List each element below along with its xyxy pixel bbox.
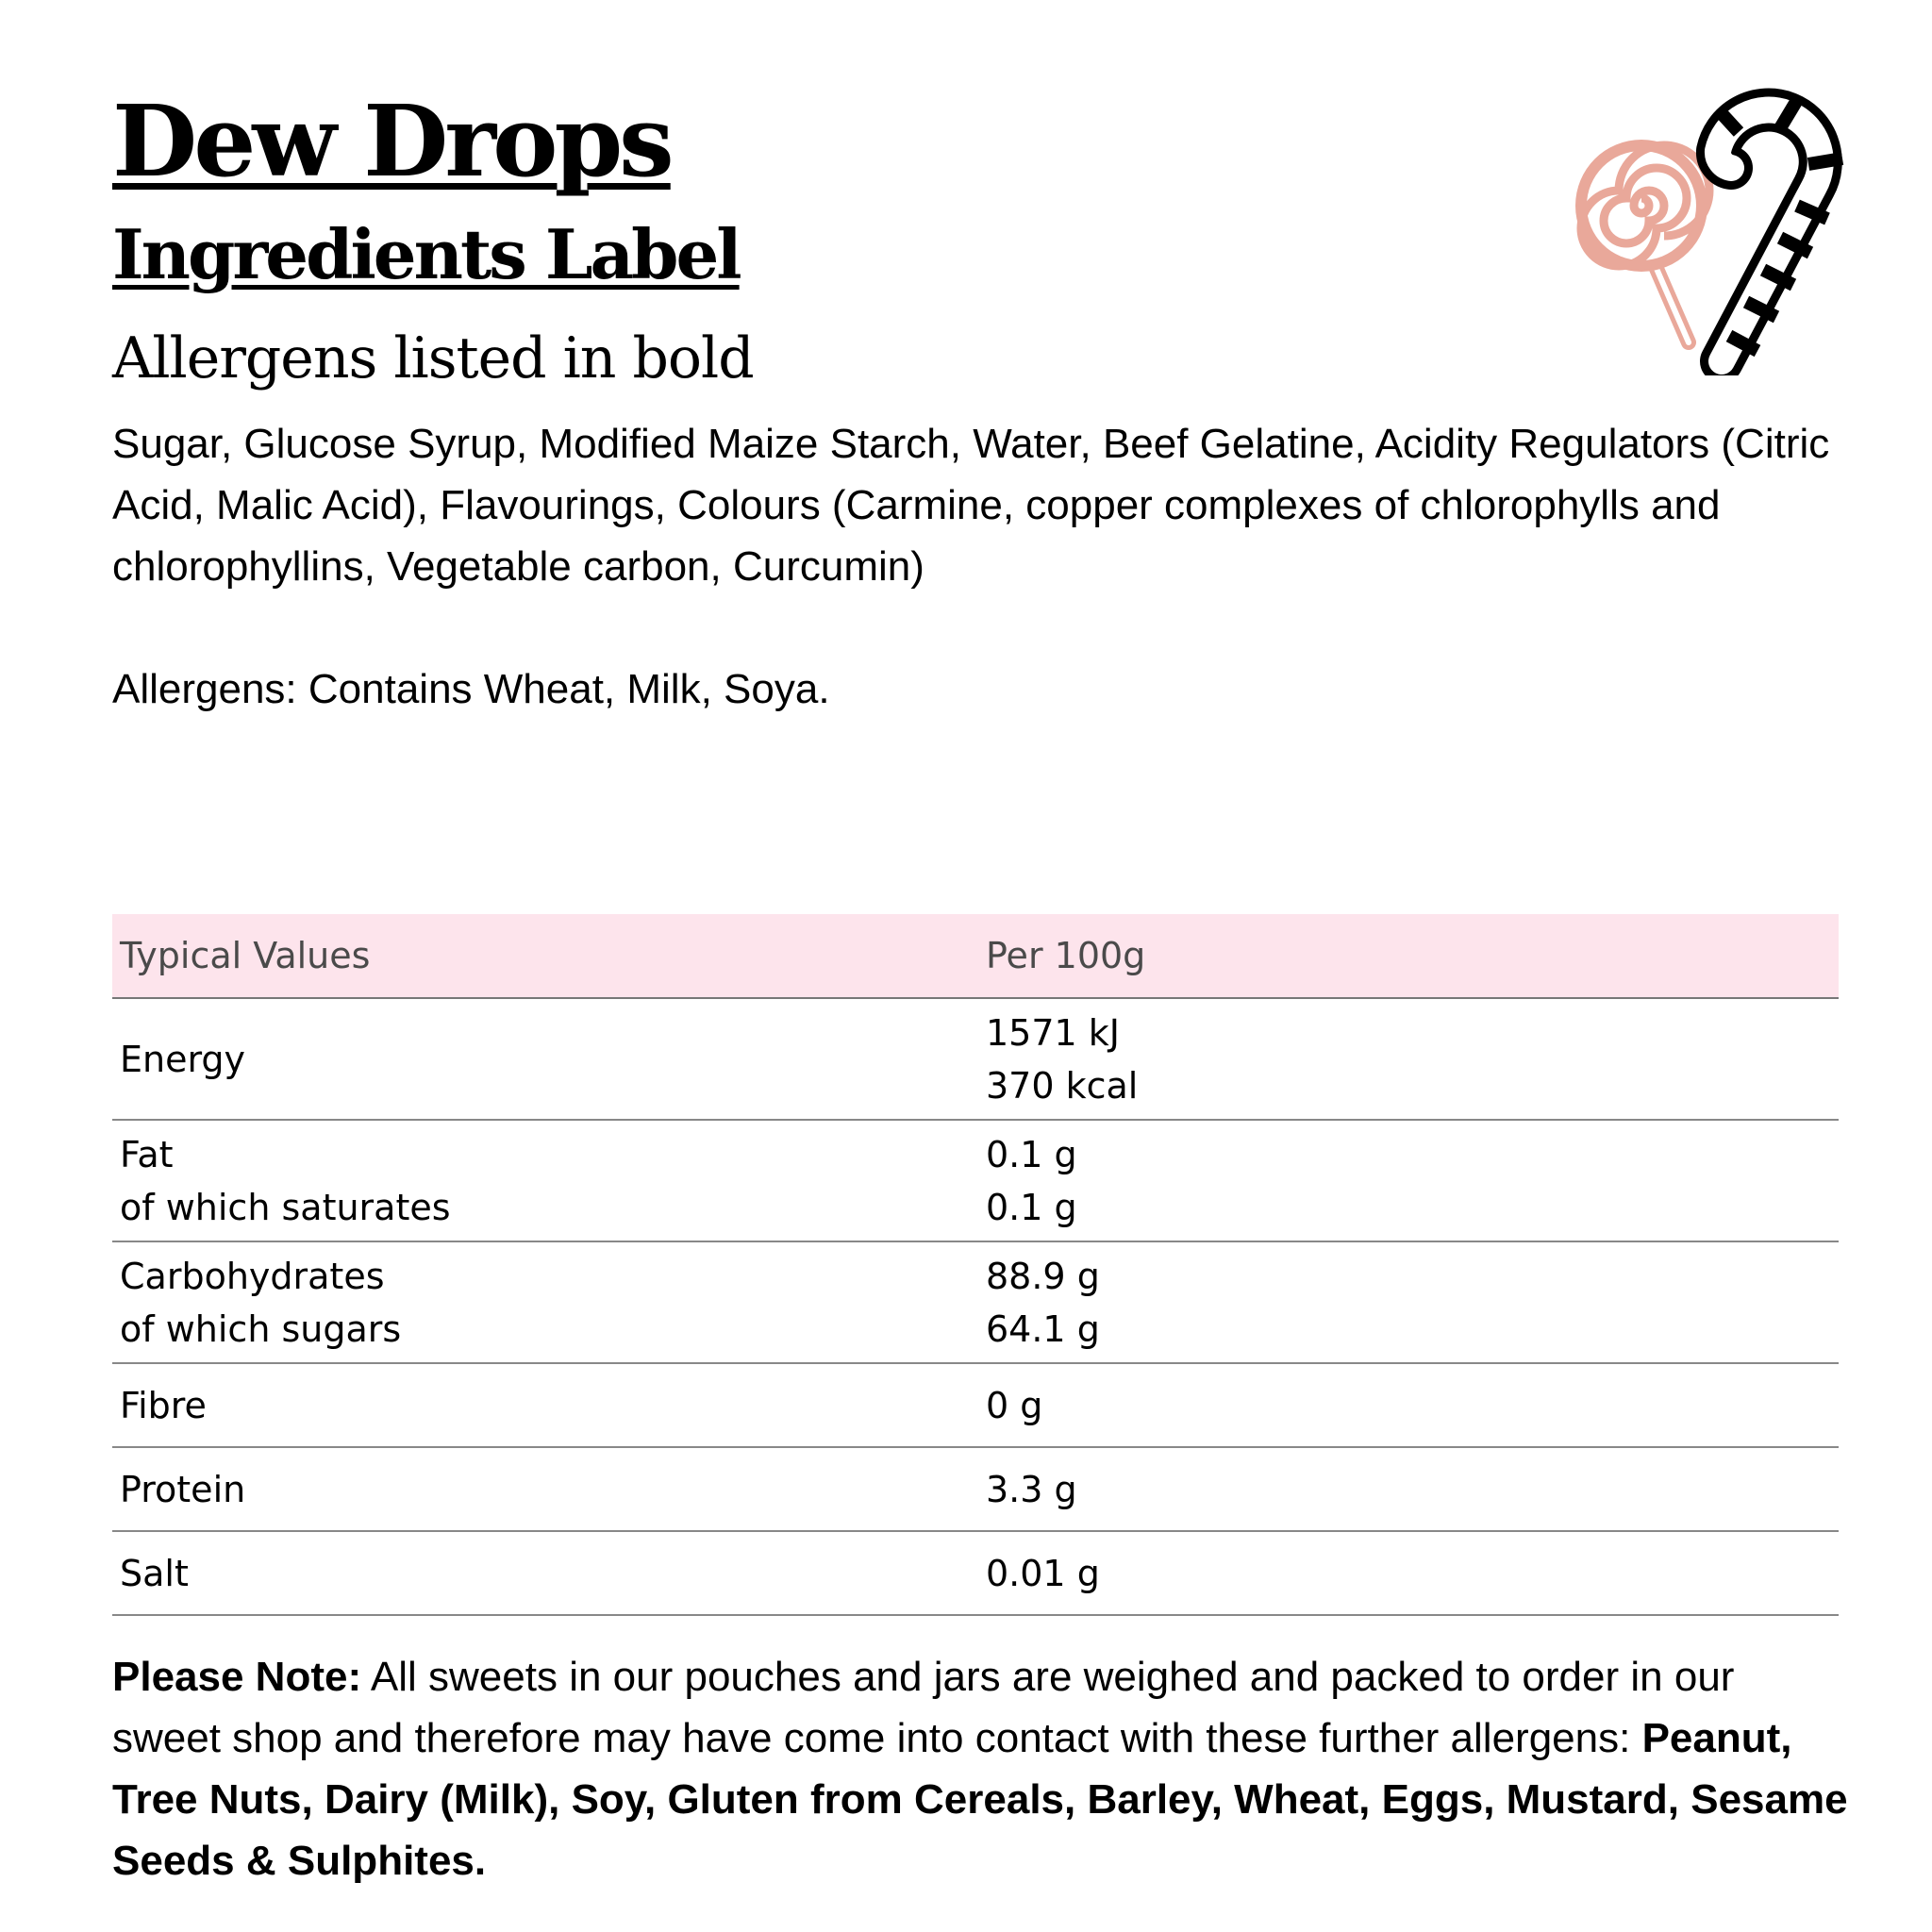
label-subtitle: Ingredients Label [112, 214, 740, 294]
nutrient-name: Energy [120, 1038, 246, 1080]
allergens-text: Allergens: Contains Wheat, Milk, Soya. [112, 666, 830, 712]
nutrient-amount: 370 kcal [986, 1064, 1139, 1107]
nutrient-name: of which saturates [120, 1186, 451, 1228]
nutrient-amount: 0.1 g [986, 1133, 1077, 1175]
note-text: All sweets in our pouches and jars are weighed and packed to order in our sweet shop and therefore may have come into contact with these further allergens: [112, 1654, 1735, 1761]
nutrient-label: Protein [112, 1447, 978, 1531]
note-lead: Please Note: [112, 1654, 362, 1700]
lollipop-icon [1575, 140, 1709, 342]
nutrient-amount: 64.1 g [986, 1307, 1100, 1350]
nutrient-label [112, 1120, 978, 1241]
nutrient-label [112, 998, 978, 1120]
nutrient-label: Salt [112, 1531, 978, 1615]
product-title: Dew Drops [112, 83, 671, 199]
nutrient-amount: 1571 kJ [986, 1011, 1120, 1054]
nutrient-value: 3.3 g [978, 1447, 1839, 1531]
nutrient-name: of which sugars [120, 1307, 402, 1350]
allergen-note: Allergens listed in bold [112, 325, 754, 391]
nutrient-name: Fat [120, 1133, 174, 1175]
note-allergens: Peanut, Tree Nuts, Dairy (Milk), Soy, Gluten from Cereals, Barley, Wheat, Eggs, Mustard, Sesame Seeds & Sulphites. [112, 1715, 1848, 1884]
candy-cane-icon [1718, 100, 1842, 361]
nutrient-value [978, 998, 1839, 1120]
nutrition-table [112, 914, 1839, 1616]
table-row [112, 1447, 1839, 1531]
table-row [112, 998, 1839, 1120]
nutrient-value [978, 1120, 1839, 1241]
nutrient-value: 0.01 g [978, 1531, 1839, 1615]
nutrient-amount: 88.9 g [986, 1255, 1100, 1297]
typical-values-header: Typical Values [112, 914, 978, 998]
per-100g-header: Per 100g [978, 914, 1839, 998]
nutrient-value: 0 g [978, 1363, 1839, 1447]
nutrient-label [112, 1241, 978, 1363]
ingredients-text: Sugar, Glucose Syrup, Modified Maize Starch, Water, Beef Gelatine, Acidity Regulators (Citric Acid, Malic Acid), Flavourings, Colours (Carmine, copper complexes of chlorophylls and chlorophyllins, Vegetable carbon, Curcumin) [112, 421, 1830, 590]
please-note-paragraph [112, 1646, 1848, 1891]
table-row [112, 1120, 1839, 1241]
nutrient-value [978, 1241, 1839, 1363]
table-row [112, 1531, 1839, 1615]
table-row [112, 1241, 1839, 1363]
sweets-logo [1561, 74, 1873, 375]
nutrition-header-row [112, 914, 1839, 998]
nutrient-name: Carbohydrates [120, 1255, 385, 1297]
table-row [112, 1363, 1839, 1447]
nutrient-amount: 0.1 g [986, 1186, 1077, 1228]
nutrient-label: Fibre [112, 1363, 978, 1447]
